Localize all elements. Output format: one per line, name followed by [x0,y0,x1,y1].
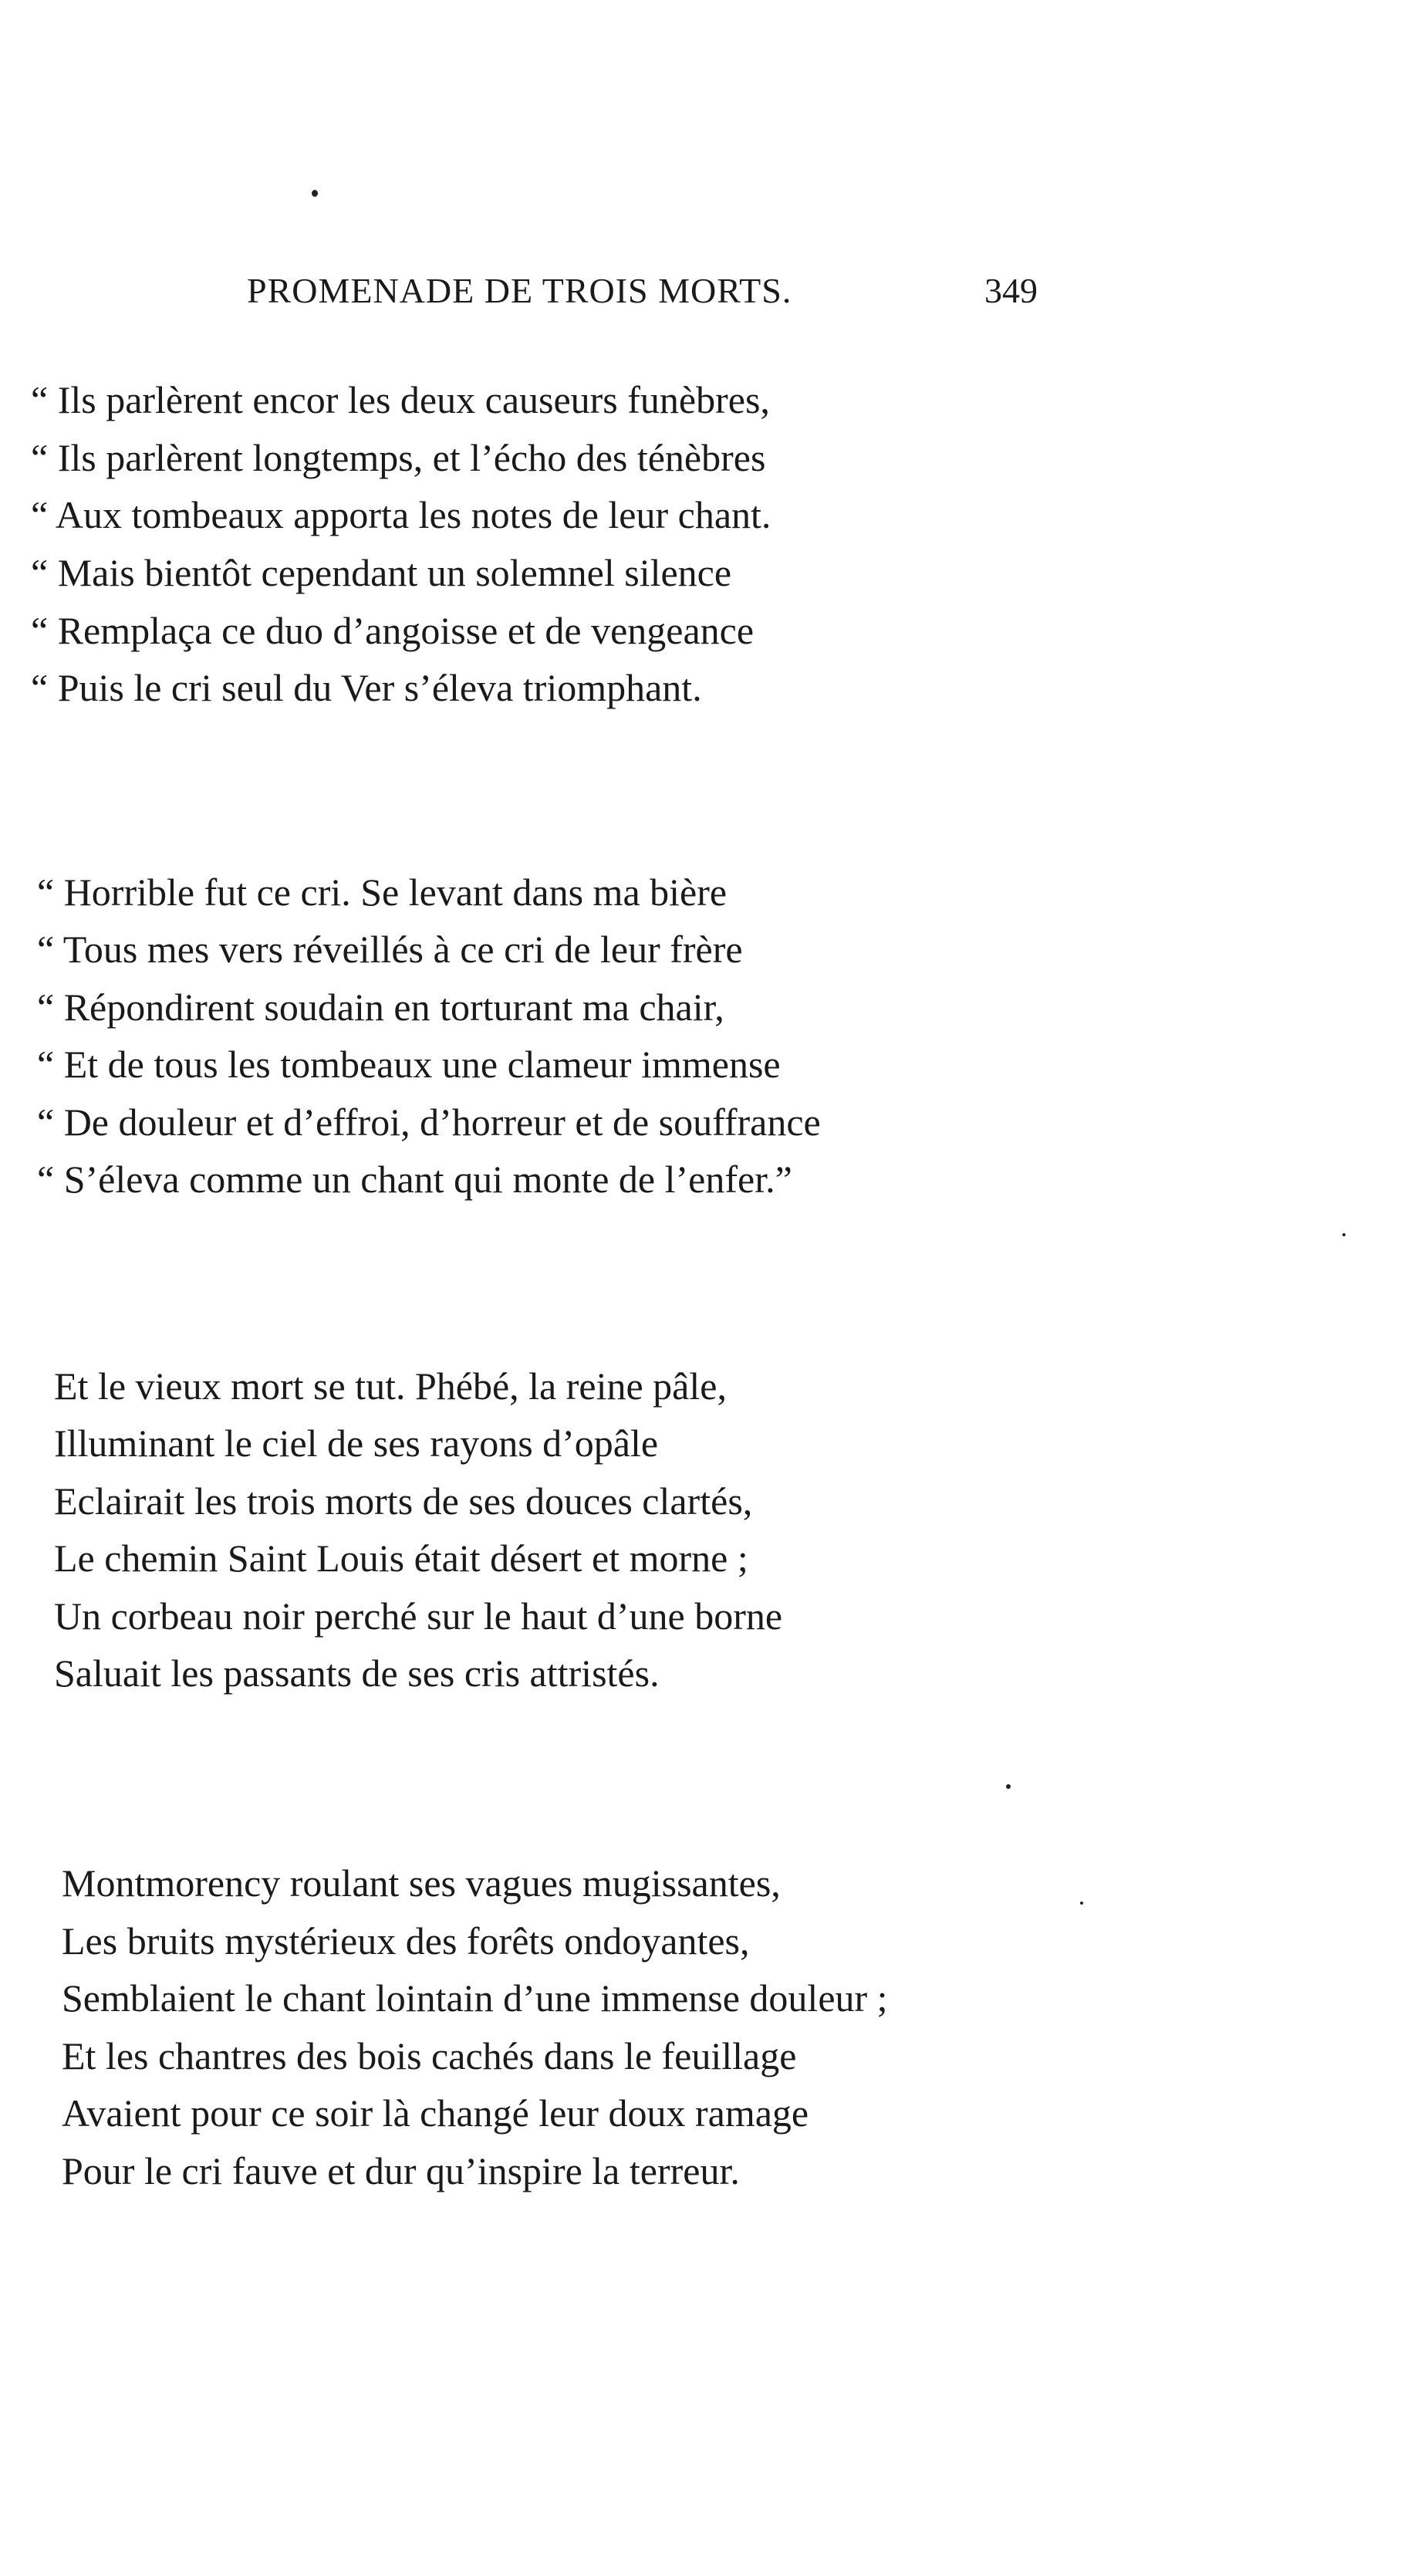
verse-line: “ Ils parlèrent longtemps, et l’écho des ténèbres [31,436,766,479]
verse-line: “ De douleur et d’effroi, d’horreur et de souffrance [37,1100,821,1144]
verse-line: “ Puis le cri seul du Ver s’éleva triomphant. [31,666,702,709]
verse-line: “ S’éleva comme un chant qui monte de l’enfer.” [37,1158,792,1201]
verse-line: Et les chantres des bois cachés dans le feuillage [62,2034,797,2077]
verse-line: Illuminant le ciel de ses rayons d’opâle [54,1422,659,1465]
verse-line: Avaient pour ce soir là changé leur doux ramage [62,2091,809,2135]
verse-line: “ Mais bientôt cependant un solemnel silence [31,551,732,594]
verse-line: “ Tous mes vers réveillés à ce cri de leur frère [37,928,743,971]
verse-line: “ Aux tombeaux apporta les notes de leur chant. [31,493,771,536]
verse-line: Un corbeau noir perché sur le haut d’une borne [54,1594,783,1638]
scan-speck [1006,1784,1011,1789]
scan-speck [1080,1902,1083,1905]
verse-line: Les bruits mystérieux des forêts ondoyantes, [62,1919,750,1962]
verse-line: “ Horrible fut ce cri. Se levant dans ma bière [37,870,728,914]
verse-line: Pour le cri fauve et dur qu’inspire la terreur. [62,2149,740,2192]
running-title: PROMENADE DE TROIS MORTS. [247,271,792,310]
page-header [0,270,1418,332]
verse-line: “ Remplaça ce duo d’angoisse et de vengeance [31,609,755,652]
verse-line: “ Répondirent soudain en torturant ma chair, [37,985,724,1029]
scan-speck [1342,1233,1345,1236]
verse-line: Et le vieux mort se tut. Phébé, la reine pâle, [54,1364,727,1408]
scan-speck [312,190,318,197]
verse-line: Montmorency roulant ses vagues mugissantes, [62,1861,781,1905]
verse-line: Le chemin Saint Louis était désert et morne ; [54,1536,748,1580]
verse-line: Saluait les passants de ses cris attristés. [54,1651,660,1695]
verse-line: “ Ils parlèrent encor les deux causeurs funèbres, [31,378,770,421]
page-number: 349 [984,271,1038,310]
verse-line: “ Et de tous les tombeaux une clameur immense [37,1043,781,1086]
verse-line: Eclairait les trois morts de ses douces clartés, [54,1479,753,1523]
verse-line: Semblaient le chant lointain d’une immense douleur ; [62,1976,888,2020]
